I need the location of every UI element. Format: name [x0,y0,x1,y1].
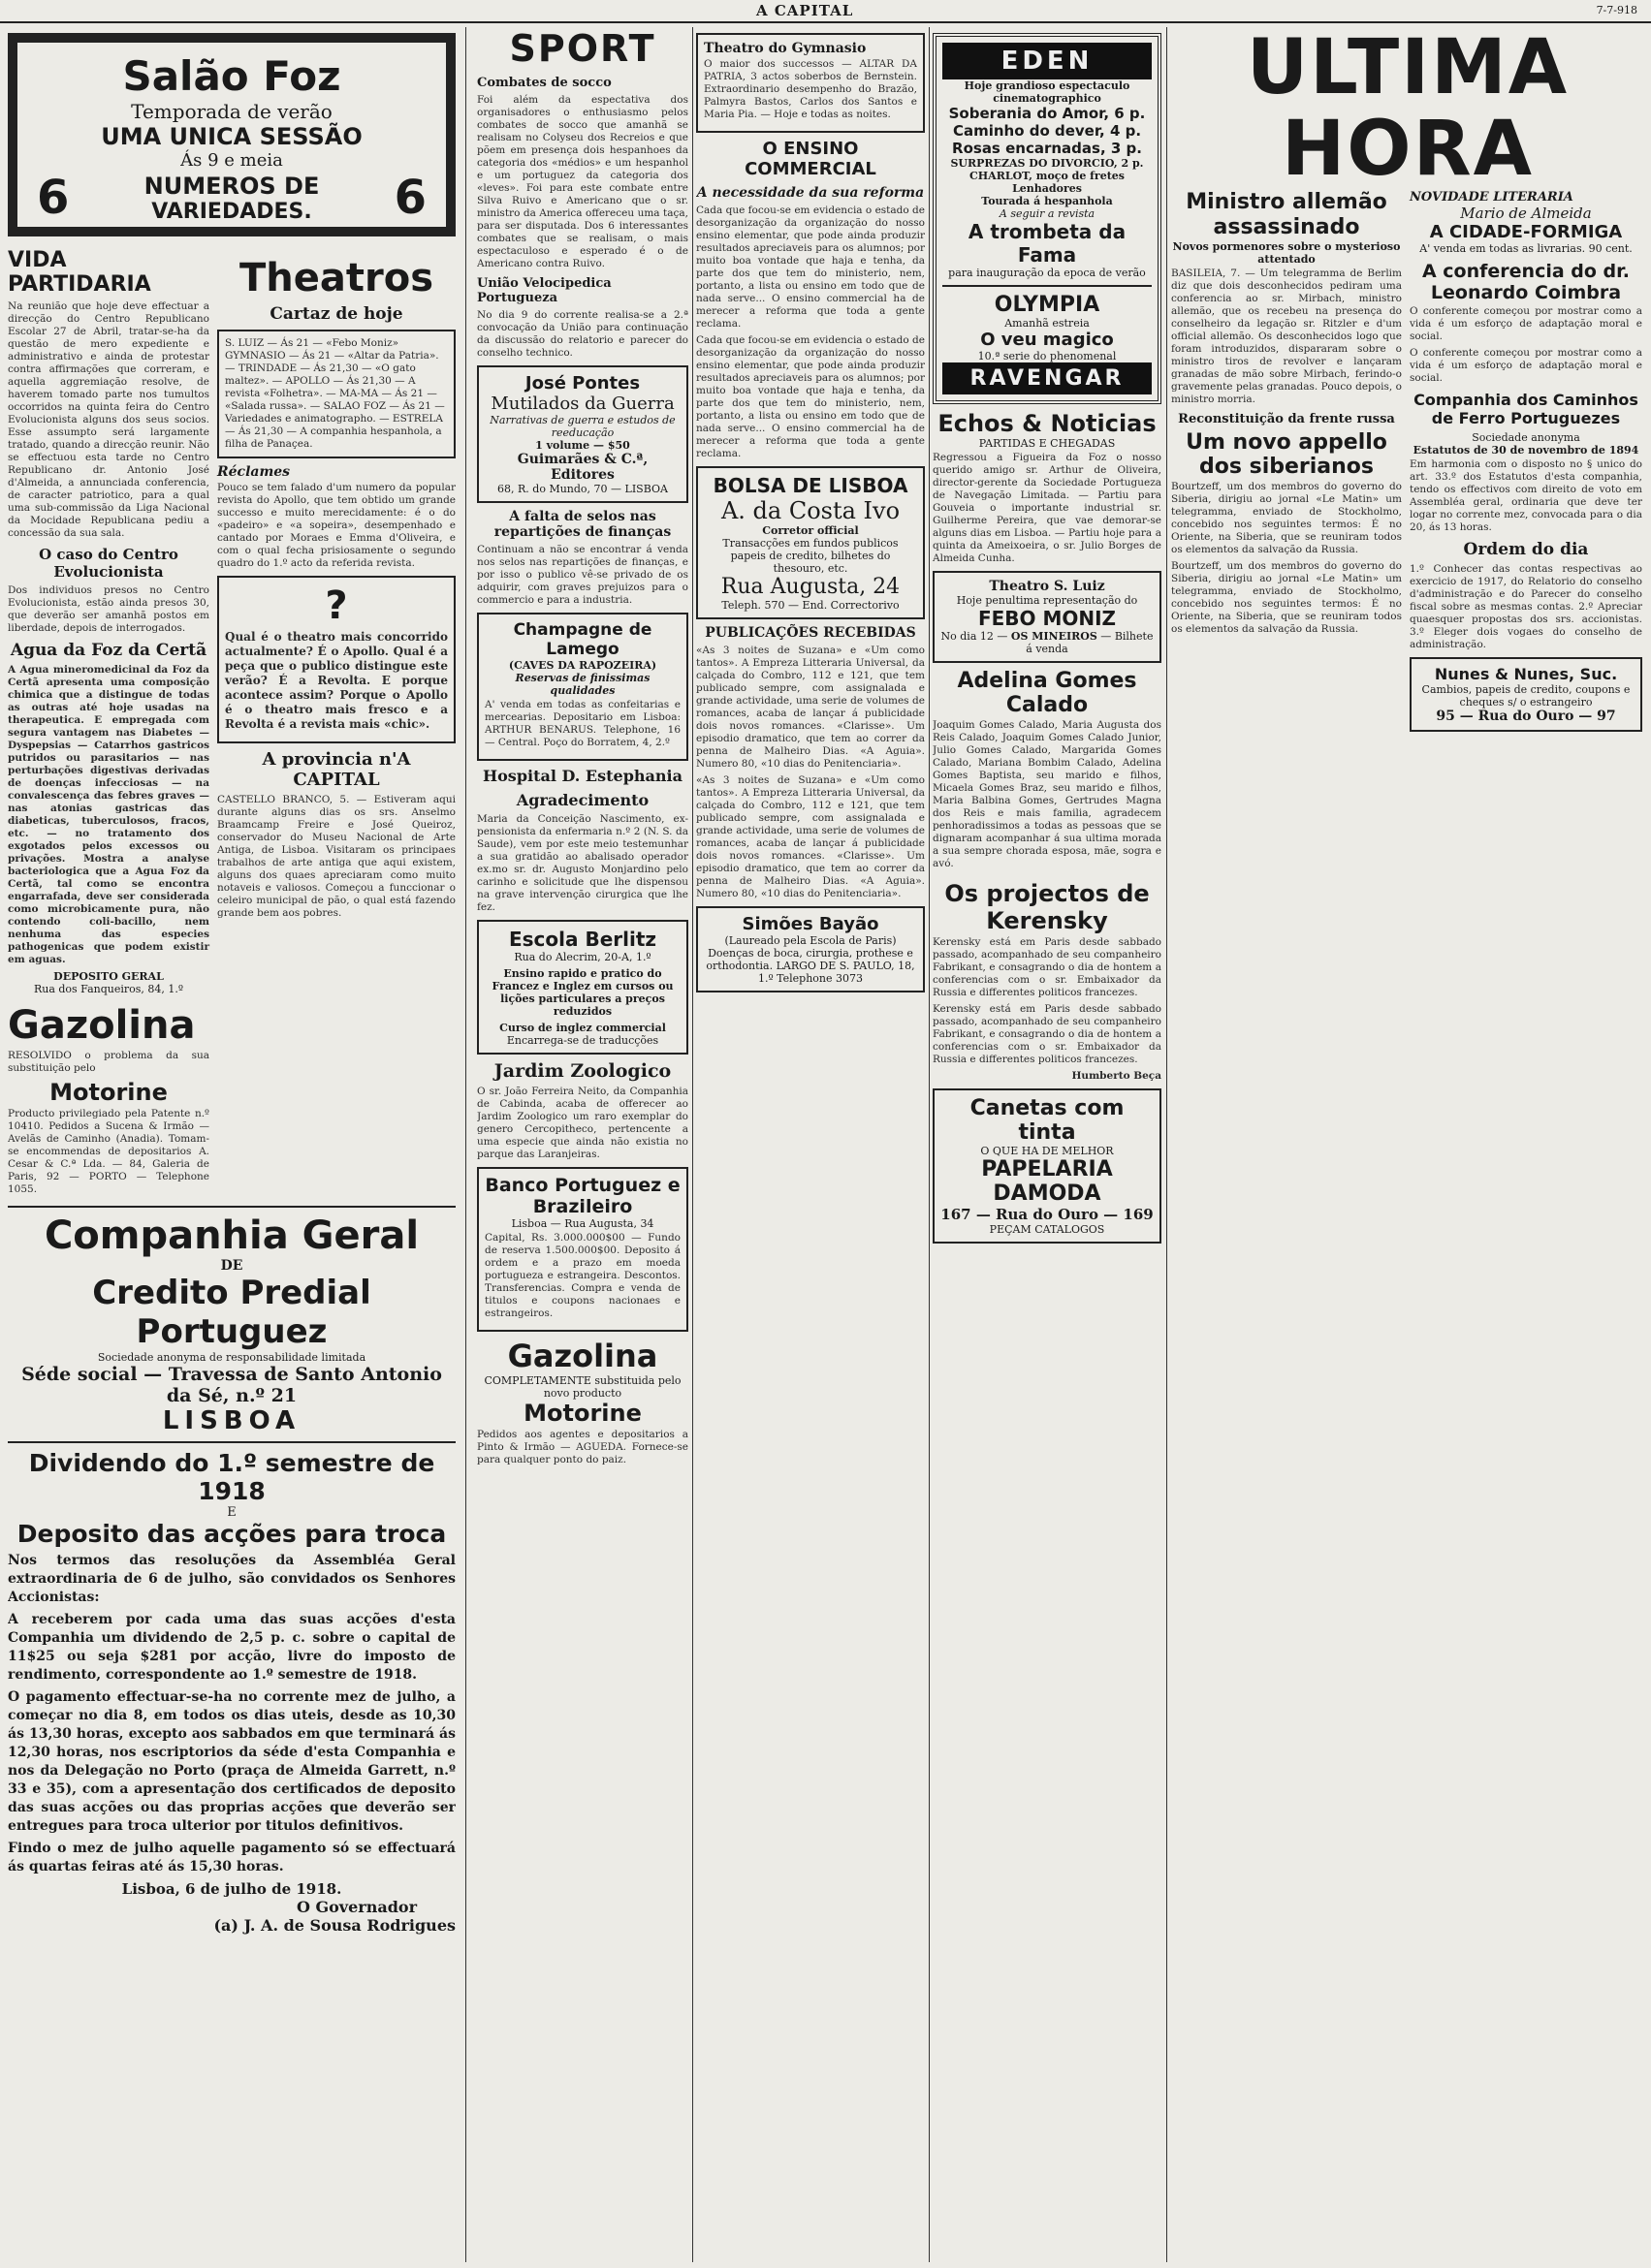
page-header [0,0,1651,23]
question-mark: ? [325,583,348,628]
uniao-body: No dia 9 do corrente realisa-se a 2.ª convocação da União para continuação da discussão do relatorio e parecer do conselho technico. [477,309,688,359]
caminhos-stat: Estatutos de 30 de novembro de 1894 [1413,444,1639,457]
evol-title: O caso do Centro Evolucionista [39,546,178,581]
comb-title: Combates de socco [477,76,612,90]
echos-title: Echos & Noticias [937,410,1157,437]
berlitz-title: Escola Berlitz [508,928,657,951]
page-date: 7-7-918 [1596,4,1637,16]
comp-p2: A receberem por cada uma das suas acções d'esta Companhia um dividendo de 2,5 p. c. sobre o capital de 11$25 ou seja $281 por acção, livre do imposto de rendimento, correspondente ao 1.º semestre de 1918. [8,1612,456,1683]
comp-p3: O pagamento effectuar-se-ha no corrente mez de julho, a começar no dia 8, em todos os dias uteis, desde as 10,30 ás 13,30 horas, excepto aos sabbados em que terminará ás 12,30 horas, nos escriptorios da séde d'esta Companhia e nos da Delegação no Porto (praça de Almeida Garrett, n.º 33 e 35), com a apresentação dos certificados de deposito das suas acções ou das proprias acções que deverão ser entregues para troca ulterior por titulos definitivos. [8,1689,456,1834]
sluiz-show: OS MINEIROS [1010,630,1097,643]
sluiz-name: FEBO MONIZ [977,607,1117,630]
salao-line4: NUMEROS DE [143,172,320,200]
eden-l4: SURPREZAS DO DIVORCIO, 2 p. [950,157,1144,170]
agua-depot: DEPOSITO GERAL [53,970,164,983]
sluiz-tag: Hoje penultima representação do [956,594,1138,607]
gaz2-brand: Motorine [524,1400,642,1427]
canetas-shop: PAPELARIA DAMODA [981,1157,1113,1206]
bolsa-addr: Rua Augusta, 24 [720,575,901,599]
nov-author: Mario de Almeida [1460,205,1592,222]
oly-film: O veu magico [980,330,1114,350]
agua-title: Agua da Foz da Certã [10,641,207,660]
salao-num-right: 6 [394,171,427,225]
eden-ad [933,33,1161,404]
gaz2-title: Gazolina [507,1338,658,1374]
echos-body: Regressou a Figueira da Foz o nosso querido amigo sr. Arthur de Oliveira, director-gerente da Sociedade Portugueza de Navegação Limitada. — Partiu para Gouveia o importante industrial sr. Guilherme Pereira, que vae demorar-se alguns dias em Lisboa. — Partiu hoje para a quinta da Ameixoeira, o sr. Julio Borges de Almeida Cunha. [933,452,1161,564]
pontes-name: José Pontes [524,373,641,394]
recon-title: Reconstituição da frente russa [1178,412,1395,426]
column-rule [1166,27,1167,2262]
berlitz-addr: Rua do Alecrim, 20-A, 1.º [514,951,651,963]
simoes-body: (Laureado pela Escola de Paris) Doenças de boca, cirurgia, prothese e orthodontia. LARGO DE S. PAULO, 18, 1.º Telephone 3073 [706,934,915,985]
eden-open: para inauguração da epoca de verão [948,267,1146,279]
author-beca: Humberto Beça [1071,1070,1161,1082]
prov-body: CASTELLO BRANCO, 5. — Estiveram aqui durante alguns dias os srs. Anselmo Braamcamp Freire e José Queiroz, conservador do Museu Nacional de Arte Antiga, de Lisboa. Visitaram os principaes trabalhos de arte antiga que aqui existem, alguns dos quaes apreciaram como muito notaveis e valiosos. Começou a funccionar o celeiro municipal de pão, o qual está fazendo grande bem aos pobres. [217,794,456,919]
canetas-sub: O QUE HA DE MELHOR [980,1145,1114,1157]
min-sub: Novos pormenores sobre o mysterioso attentado [1172,240,1401,266]
theatros-list: S. LUIZ — Ás 21 — «Febo Moniz» GYMNASIO — Ás 21 — «Altar da Patria». — TRINDADE — Ás 21,30 — «O gato maltez». — APOLLO — Ás 21,30 — A revista «Folhetra». — MA-MA — Ás 21 — «Salada russa». — SALAO FOZ — Ás 21 — Variedades e animatographo. — ESTRELA — Ás 21,30 — A companhia hespanhola, a filha de Panaçea. [217,330,456,458]
vida-title: VIDA PARTIDARIA [8,248,151,297]
berlitz-trad: Encarrega-se de traducções [506,1034,659,1047]
column-3 [696,27,925,2262]
comp-date: Lisboa, 6 de julho de 1918. [121,1880,342,1898]
hosp-title: Hospital D. Estephania [483,767,683,785]
ensino-title: O ENSINO COMMERCIAL [745,139,876,179]
pontes-t: Mutilados da Guerra [491,394,675,414]
theatros-title: Theatros [238,256,434,300]
comp-sig: (a) J. A. de Sousa Rodrigues [213,1916,456,1935]
column-4 [933,27,1161,2262]
pontes-addr: 68, R. do Mundo, 70 — LISBOA [497,483,668,495]
eden-l3: Rosas encarnadas, 3 p. [952,140,1142,157]
pub-body-cont: «As 3 noites de Suzana» e «Um como tantos». A Empreza Litteraria Universal, da calçada do Combro, 112 e 121, que tem publicado sempre, com assignalada e grande actividade, uma serie de volumes de romances, acaba de lançar á publicidade dois novos romances. «Clarisse». Um episodio dramatico, que tem ao correr da penna de Malheiro Dias. «A Aguia». Numero 80, «10 dias do Penitenciaria». [696,774,925,899]
comp-sede: Séde social — Travessa de Santo Antonio da Sé, n.º 21 [21,1364,442,1406]
recon-body-cont: Bourtzeff, um dos membros do governo do Siberia, dirigiu ao jornal «Le Matin» um telegramma, enviado de Stockholmo, concebido nos seguintes termos: É no Oriente, na Siberia, que se reuniram todos os elementos da salvação da Russia. [1171,560,1402,635]
eden-l7: Tourada á hespanhola [981,195,1113,207]
theatros-cartaz: Cartaz de hoje [270,304,403,324]
cham-body: A' venda em todas as confeitarias e mercearias. Depositario em Lisboa: ARTHUR BENARUS. Telephone, 16 — Central. Poço do Borratem, 4, 2.º [485,699,681,748]
prov-title: A provincia n'A CAPITAL [262,749,411,790]
column-2 [477,27,688,2262]
gym-body: O maior dos successos — ALTAR DA PATRIA, 3 actos soberbos de Bernstein. Extraordinario desempenho do Brazão, Palmyra Bastos, Carlos dos Santos e Maria Pia. — Hoje e todas as noites. [704,58,917,120]
oly-name: RAVENGAR [942,362,1152,394]
selos-title: A falta de selos nas repartições de finanças [493,509,672,540]
canetas-title: Canetas com tinta [969,1096,1125,1145]
simoes-title: Simões Bayão [742,914,879,934]
bolsa-title: BOLSA DE LISBOA [713,474,908,497]
nov-sale: A' venda em todas as livrarias. 90 cent. [1419,242,1633,255]
reclames-body: Pouco se tem falado d'um numero da popular revista do Apollo, que tem obtido um grande successo e muito merecidamente: é o do «padeiro» e «a sopeira», desempenhado e cantado por Moraes e Emma d'Oliveira, e com o qual fecha prisiosamente o segundo quadro do 1.º acto da referida revista. [217,482,456,569]
cham-title: Champagne de Lamego [513,620,652,659]
kerensky-body-cont: Kerensky está em Paris desde sabbado passado, acompanhado de seu companheiro Fabrikant, e consagrando o dia de hontem a conferencias com o sr. Embaixador da Russia e differentes politicos francezes. [933,1003,1161,1065]
ensino-sub: A necessidade da sua reforma [696,185,925,201]
question-ad [217,576,456,743]
cham-tag: Reservas de finissimas qualidades [515,672,651,697]
evol-body: Dos individuos presos no Centro Evolucionista, estão ainda presos 30, que deverão ser amanhã postos em liberdade, depois de interrogados. [8,584,209,634]
pontes-pub: Guimarães & C.ª, Editores [517,452,649,483]
simoes-ad [696,906,925,992]
pontes-vol: 1 volume [535,439,590,452]
sport-title: SPORT [509,27,656,70]
eden-l2: Caminho do dever, 4 p. [952,122,1142,140]
bolsa-role: Corretor official [762,524,859,537]
banco-ad [477,1167,688,1332]
column-rule [929,27,930,2262]
berlitz-curso: Curso de inglez commercial [499,1022,666,1034]
conf-title: A conferencia do dr. Leonardo Coimbra [1421,261,1631,303]
recon-ap: Um novo appello dos siberianos [1186,430,1387,479]
nov-book: A CIDADE-FORMIGA [1429,222,1623,242]
agua-addr: Rua dos Fanqueiros, 84, 1.º [33,983,184,995]
champagne-ad [477,613,688,761]
min-title: Ministro allemão assassinado [1186,190,1387,239]
comp-dep: Deposito das acções para troca [16,1520,447,1548]
jardim-body: O sr. João Ferreira Neito, da Companhia de Cabinda, acaba de offerecer ao Jardim Zoologico um raro exemplar do genero Cercopitheco, pertencente a uma especie que ainda não existia no parque das Laranjeiras. [477,1086,688,1160]
conf-body: O conferente começou por mostrar como a vida é um esforço de adaptação moral e social. [1410,305,1642,342]
nunes-ad [1410,657,1642,732]
salao-line2: UMA UNICA SESSÃO [101,123,363,150]
pub-title: PUBLICAÇÕES RECEBIDAS [705,625,916,641]
comp-e: E [227,1505,237,1520]
oly-sub: 10.ª serie do phenomenal [977,350,1117,362]
column-rule [692,27,693,2262]
eden-l5: CHARLOT, moço de fretes [969,170,1125,182]
pontes-sub: Narrativas de guerra e estudos de reeducação [490,414,676,439]
gaz-title: Gazolina [8,1003,196,1048]
gaz-brand: Motorine [49,1079,168,1106]
salao-line1: Temporada de verão [131,100,333,123]
nunes-body: Cambios, papeis de credito, coupons e cheques s/ o estrangeiro [1421,683,1631,709]
gaz-body: Producto privilegiado pela Patente n.º 10410. Pedidos a Sucena & Irmão — Avelãs de Caminho (Anadia). Tomam-se encommendas de depositarios A. Cesar & C.ª Lda. — 84, Galeria de Paris, 92 — PORTO — Telephone 1055. [8,1108,209,1195]
bolsa-tel: Teleph. 570 — End. Correctorivo [721,599,900,612]
caminhos-body: Em harmonia com o disposto no § unico do art. 33.º dos Estatutos d'esta companhia, tendo os effectivos com direito de voto em Assembléa geral, ordinaria que deve ter logar no corrente mez, convocada para o dia 20, ás 13 horas. [1410,458,1642,533]
salao-foz-ad [8,33,456,236]
uniao-title: União Velocipedica Portugueza [477,276,612,305]
berlitz-ad [477,920,688,1055]
nunes-addr: 95 — Rua do Ouro — 97 [1436,709,1616,724]
sluiz-ad: Theatro S. Luiz Hoje penultima representação do FEBO MONIZ No dia 12 — OS MINEIROS — Bilhete á venda [933,571,1161,663]
eden-next: A seguir a revista [999,207,1095,220]
ordem-body: 1.º Conhecer das contas respectivas ao exercicio de 1917, do Relatorio do conselho d'administração e do Parecer do conselho fiscal sobre as mesmas contas. 2.º Apreciar quaesquer propostas dos srs. accionistas. 3.º Eleger dois vogaes do conselho de administração. [1410,563,1642,650]
bolsa-name: A. da Costa Ivo [720,497,901,524]
banco-addr: Lisboa — Rua Augusta, 34 [511,1217,654,1230]
column-5 [1171,27,1644,2262]
adelina-title: Adelina Gomes Calado [957,669,1137,717]
ensino-body: Cada que focou-se em evidencia o estado de desorganização da organização do nosso ensino elementar, que pode ainda produzir resultados apreciaveis para os alumnos; por muito boa vontade que haja e tenha, da parte dos que tem do ministerio, nem, portanto, a lista ou ensino em todo que de nada serve... O ensino commercial ha de merecer a reforma que toda a gente reclama. [696,205,925,330]
recon-body: Bourtzeff, um dos membros do governo do Siberia, dirigiu ao jornal «Le Matin» um telegramma, enviado de Stockholmo, concebido nos seguintes termos: É no Oriente, na Siberia, que se reuniram todos os elementos da salvação da Russia. [1171,481,1402,555]
pontes-price: $50 [607,439,630,452]
sluiz-day: No dia 12 [940,630,994,643]
eden-rev: A trombeta da Fama [968,220,1127,267]
bolsa-body: Transacções em fundos publicos papeis de credito, bilhetes do thesouro, etc. [722,537,899,575]
comp-t3: Credito Predial Portuguez [92,1274,371,1351]
eden-l6: Lenhadores [1012,182,1082,195]
gaz2-sub: COMPLETAMENTE substituida pelo novo producto [484,1374,682,1400]
echos-sub: PARTIDAS E CHEGADAS [978,437,1116,450]
kerensky-title: Os projectos de Kerensky [944,880,1150,934]
divider [8,1441,456,1443]
berlitz-body: Ensino rapido e pratico do Francez e Inglez em cursos ou lições particulares a preços reduzidos [492,967,674,1018]
comp-t2: DE [220,1258,243,1274]
caminhos-title: Companhia dos Caminhos de Ferro Portuguezes [1413,391,1638,427]
agua-body: A Agua mineromedicinal da Foz da Certã apresenta uma composição chimica que a distingue de todas as outras até hoje usadas na therapeutica. E empregada com segura vantagem nas Diabetes — Dyspepsias — Catarrhos gastricos putridos ou parasitarios — nas perturbações digestivas derivadas de doenças infecciosas — na convalescença das febres graves — nas atonias gastricas das diabeticas, tuberculosos, fracos, etc. — no tratamento dos exgotados pelos excessos ou privações. Mostra a analyse bacteriologica que a Agua Foz da Certã, tal como se encontra engarrafada, deve ser considerada como microbicamente pura, não contendo coli-bacillo, nem nenhuma das especies pathogenicas que podem existir em aguas. [8,664,209,965]
comp-p4: Findo o mez de julho aquelle pagamento só se effectuará ás quartas feiras até ás 15,30 horas. [8,1841,456,1874]
comp-p1: Nos termos das resoluções da Assembléa Geral extraordinaria de 6 de julho, são convidados os Senhores Accionistas: [8,1553,456,1605]
comp-t1: Companhia Geral [44,1213,420,1258]
comp-gov: O Governador [296,1898,417,1916]
vida-body: Na reunião que hoje deve effectuar a direcção do Centro Republicano Escolar 27 de Abril, tratar-se-ha da questão de mero expediente e administrativo e ainda de protestar contra affirmações que correram, e aquella aggremiação resolve, de haverem tomado parte nos tumultos occorridos na quinta feira do Centro Evolucionista alguns dos seus socios. Esse assumpto será largamente tratado, quando a direcção reunir. Não se effectuou esta tarde no Centro Republicano dr. Antonio José d'Almeida, a annunciada conferencia, de caracter patriotico, para a qual uma sub-commissão da Liga Nacional da Mocidade Republicana pediu a concessão da sua sala. [8,300,209,539]
newspaper-title: A CAPITAL [756,2,854,19]
caminhos-sub: Sociedade anonyma [1472,431,1580,444]
ordem-title: Ordem do dia [1463,540,1589,559]
jardim-title: Jardim Zoologico [493,1060,672,1082]
nunes-title: Nunes & Nunes, Suc. [1434,665,1618,683]
pub-body: «As 3 noites de Suzana» e «Um como tantos». A Empreza Litteraria Universal, da calçada do Combro, 112 e 121, que tem publicado sempre, com assignalada e grande actividade, uma serie de volumes de romances, acaba de lançar á publicidade dois novos romances. «Clarisse». Um episodio dramatico, que tem ao correr da penna de Malheiro Dias. «A Aguia». Numero 80, «10 dias do Penitenciaria». [696,645,925,770]
gaz-sub: RESOLVIDO o problema da sua substituição pelo [8,1050,209,1074]
canetas-cat: PEÇAM CATALOGOS [989,1223,1105,1236]
banco-body: Capital, Rs. 3.000.000$00 — Fundo de reserva 1.500.000$00. Deposito á ordem e a prazo em moeda portugueza e estrangeira. Descontos. Transferencias. Compra e venda de titulos e coupons nacionaes e estrangeiros. [485,1232,681,1319]
salao-num: 6 [37,171,70,225]
conf-body-cont: O conferente começou por mostrar como a vida é um esforço de adaptação moral e social. [1410,347,1642,384]
column-rule [465,27,466,2262]
kerensky-body: Kerensky está em Paris desde sabbado passado, acompanhado de seu companheiro Fabrikant, e consagrando o dia de hontem a conferencias com o sr. Embaixador da Russia e differentes politicos francezes. [933,936,1161,998]
eden-sub: Hoje grandioso espectaculo cinematographico [964,79,1130,105]
comp-city: LISBOA [162,1406,302,1435]
cham-sub: (CAVES DA RAPOZEIRA) [508,659,657,672]
comp-div: Dividendo do 1.º semestre de 1918 [28,1449,435,1505]
sluiz-sale: Bilhete á venda [1026,630,1154,655]
comb-body: Foi além da espectativa dos organisadores o enthusiasmo pelos combates de socco que amanhã se realisam no Colyseu dos Recreios e que põem em presença dois hespanhoes da categoria dos «médios» e um hespanhol e um portuguez da categoria dos «leves». Foi para este combate entre Silva Ruivo e Americano que o sr. ministro da America offereceu uma taça, para ser disputada. Dos 6 interessantes combates que se realisam, o mais espectaculoso e esperado é o de Americano contra Ruivo. [477,94,688,269]
sluiz-title: Theatro S. Luiz [989,579,1105,594]
question-body: Qual é o theatro mais concorrido actualmente? É o Apollo. Qual é a peça que o publico distingue este verão? É a Revolta. E porque acontece assim? Porque o Apollo é o theatro mais fresco e a Revolta é a revista mais «chic». [225,630,448,731]
gymnasio-ad [696,33,925,133]
oly-title: OLYMPIA [994,293,1100,317]
oly-tag: Amanhã estreia [1004,317,1090,330]
selos-body: Continuam a não se encontrar á venda nos selos nas repartições de finanças, e por isso o publico vê-se privado de os adquirir, com graves prejuizos para o commercio e para a industria. [477,544,688,606]
column-1 [8,27,456,2262]
min-body: BASILEIA, 7. — Um telegramma de Berlim diz que dois desconhecidos pediram uma conferencia ao sr. Mirbach, ministro allemão, que os recebeu na presença do conselheiro da legação sr. Ritzler e d'um official allemão. Os desconhecidos logo que foram introduzidos, dispararam sobre o ministro tiros de revolver e lançaram granadas de mão sobre Mirbach, ferindo-o gravemente pelas granadas. Pouco depois, o ministro morria. [1171,268,1402,405]
gaz2-body: Pedidos aos agentes e depositarios a Pinto & Irmão — AGUEDA. Fornece-se para qualquer ponto do paiz. [477,1429,688,1465]
salao-line3: Ás 9 e meia [180,150,283,171]
credito-predial-ad [8,1213,456,1935]
comp-sub: Sociedade anonyma de responsabilidade limitada [97,1351,366,1364]
eden-l1: Soberania do Amor, 6 p. [948,105,1146,122]
canetas-ad [933,1088,1161,1244]
pontes-ad: José Pontes Mutilados da Guerra Narrativas de guerra e estudos de reeducação 1 volume — $50 Guimarães & C.ª, Editores 68, R. do Mundo, 70 — LISBOA [477,365,688,503]
ultima-hora-title: ULTIMA HORA [1246,27,1570,193]
hosp-body: Maria da Conceição Nascimento, ex-pensionista da enfermaria n.º 2 (N. S. da Saude), vem por este meio testemunhar a sua gratidão ao abalisado operador ex.mo sr. dr. Augusto Monjardino pelo carinho e solicitude que lhe dispensou na grave intervenção cirurgica que lhe fez. [477,813,688,913]
banco-title: Banco Portuguez e Brazileiro [485,1175,681,1217]
canetas-addr: 167 — Rua do Ouro — 169 [940,1206,1154,1223]
divider [942,285,1152,287]
gym-title: Theatro do Gymnasio [704,41,867,56]
ensino-body-cont: Cada que focou-se em evidencia o estado de desorganização da organização do nosso ensino elementar, que pode ainda produzir resultados apreciaveis para os alumnos; por muito boa vontade que haja e tenha, da parte dos que tem do ministerio, nem, portanto, a lista ou ensino em todo que de nada serve... O ensino commercial ha de merecer a reforma que toda a gente reclama. [696,334,925,459]
nov-title: NOVIDADE LITERARIA [1410,190,1573,205]
salao-title: Salão Foz [122,52,341,100]
reclames-title: Réclames [217,464,291,480]
bolsa-ad [696,466,925,619]
salao-line5: VARIEDADES. [151,199,312,224]
hosp-agr: Agradecimento [516,791,650,809]
adelina-body: Joaquim Gomes Calado, Maria Augusta dos Reis Calado, Joaquim Gomes Calado Junior, Julio Gomes Calado, Margarida Gomes Calado, Mariana Bombim Calado, Adelina Gomes Baptista, seu marido e filhos, Micaela Gomes Braz, seu marido e filhos, Maria Balbina Gomes, Gertrudes Magna dos Reis e mais familia, agradecem penhoradissimos a todas as pessoas que se dignaram acompanhar á sua ultima morada a sua sempre chorada esposa, mãe, sogra e avó. [933,719,1161,869]
eden-title: EDEN [942,43,1152,79]
divider [8,1206,456,1208]
